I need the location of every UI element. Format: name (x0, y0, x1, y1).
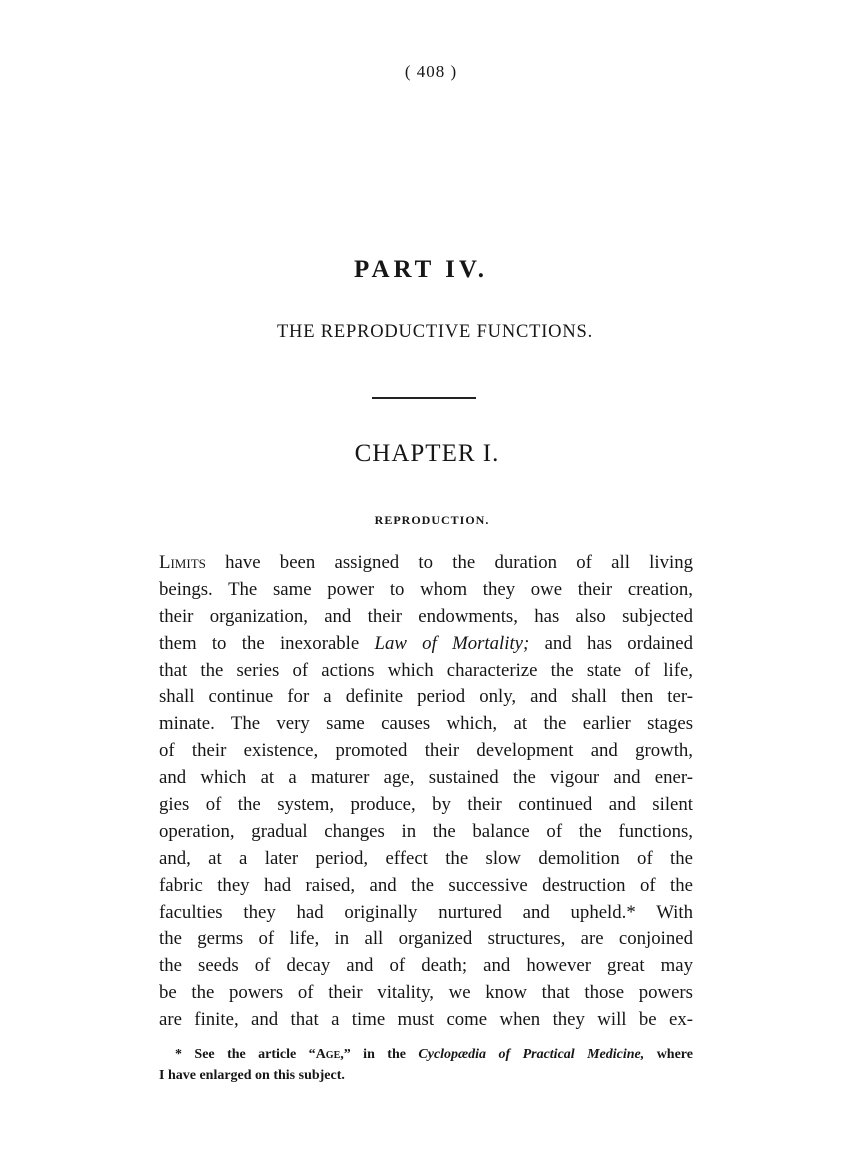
body-text (159, 550, 693, 1034)
part-subtitle: THE REPRODUCTIVE FUNCTIONS. (276, 322, 594, 342)
footnote-line: I have enlarged on this subject. (159, 1068, 345, 1083)
footnote-text: ,” in the (340, 1047, 419, 1062)
body-line-text: and has ordained (529, 632, 694, 654)
body-line (159, 631, 693, 658)
body-line: minate. The very same causes which, at the earlier stages (159, 713, 693, 735)
footnote-text: * See the article “ (175, 1047, 316, 1062)
body-line-text: them to the inexorable (159, 632, 375, 654)
body-line: faculties they had originally nurtured and upheld.* With (159, 901, 693, 923)
body-line: and, at a later period, effect the slow demolition of the (159, 847, 693, 869)
part-title: PART IV. (354, 256, 488, 283)
section-title: REPRODUCTION. (374, 513, 490, 527)
body-line: the seeds of decay and of death; and however great may (159, 955, 693, 977)
chapter-title: CHAPTER I. (354, 440, 500, 467)
body-line (159, 550, 693, 577)
footnote-citation: Cyclopædia of Practical Medicine, (418, 1047, 645, 1062)
body-line: their organization, and their endowments, has also subjected (159, 605, 693, 627)
body-line-text: have been assigned to the duration of all living (205, 552, 693, 573)
drop-word: Limits (159, 552, 206, 573)
emphasis-text: Law of Mortality; (374, 632, 530, 654)
footnote-line (159, 1044, 693, 1065)
body-line: that the series of actions which characterize the state of life, (159, 659, 693, 681)
body-line: beings. The same power to whom they owe their creation, (159, 578, 693, 600)
body-line: and which at a maturer age, sustained the vigour and ener- (159, 767, 693, 789)
body-line: gies of the system, produce, by their continued and silent (159, 794, 693, 816)
body-line: of their existence, promoted their development and growth, (159, 740, 693, 762)
footnote-text: where (644, 1047, 693, 1062)
page-number: ( 408 ) (404, 62, 458, 81)
body-line: the germs of life, in all organized structures, are conjoined (159, 928, 693, 950)
body-line: are finite, and that a time must come when they will be ex- (159, 1009, 693, 1031)
footnote (159, 1044, 693, 1086)
footnote-text: Age (315, 1047, 341, 1062)
body-line: operation, gradual changes in the balance of the functions, (159, 820, 693, 842)
divider-rule (372, 397, 476, 399)
body-line: be the powers of their vitality, we know that those powers (159, 982, 693, 1004)
body-line: shall continue for a definite period only, and shall then ter- (159, 686, 693, 708)
body-line: fabric they had raised, and the successive destruction of the (159, 874, 693, 896)
